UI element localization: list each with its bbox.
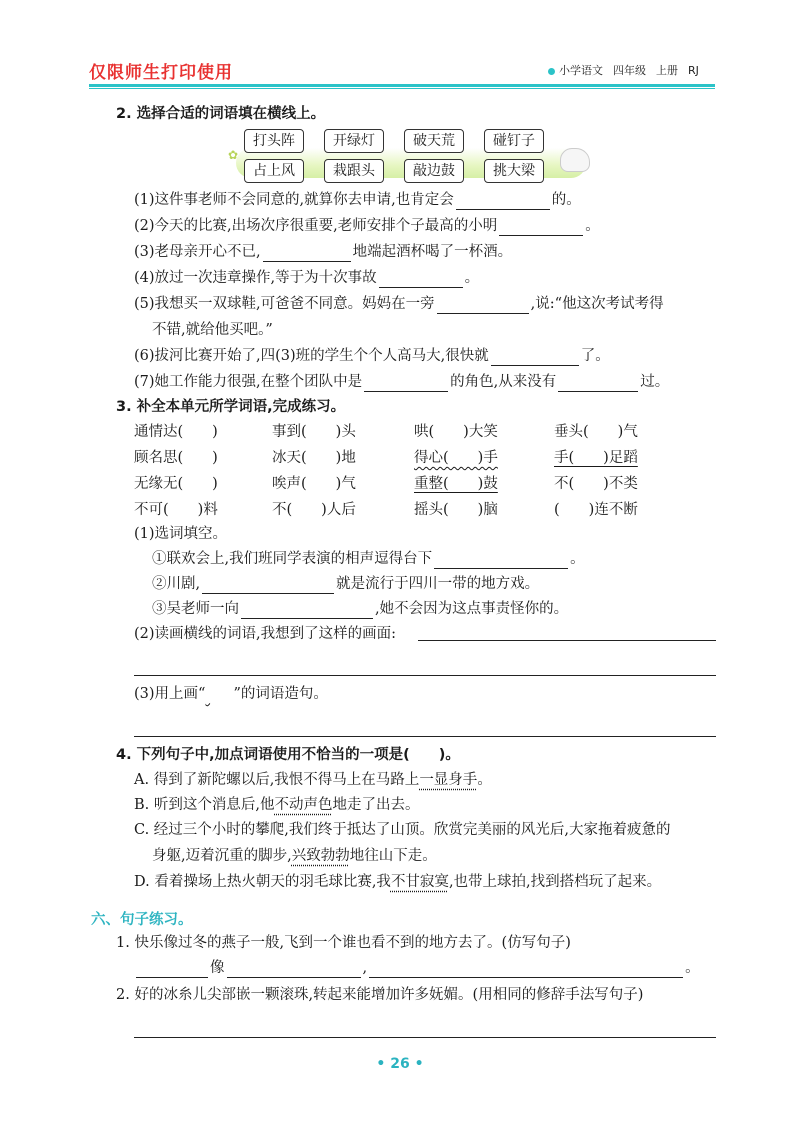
- answer-blank[interactable]: [558, 375, 638, 392]
- q4-option-c-cont: 身躯,迈着沉重的脚步,兴致勃勃地往山下走。: [152, 848, 437, 864]
- flower-icon: ✿: [228, 148, 239, 162]
- q2-item-5-cont: 不错,就给他买吧。”: [152, 322, 273, 338]
- idiom-cell: 不可( )料: [134, 502, 218, 518]
- q3-title: 3. 补全本单元所学词语,完成练习。: [116, 399, 346, 415]
- q2-item-7: (7)她工作能力很强,在整个团队中是 的角色,从来没有 过。: [134, 374, 670, 390]
- idiom-cell: 冰天( )地: [272, 450, 356, 466]
- answer-blank[interactable]: [434, 552, 568, 569]
- idiom-cell: 垂头( )气: [554, 424, 638, 440]
- watermark-title: 仅限师生打印使用: [89, 63, 233, 83]
- idiom-cell: 顾名思( ): [134, 450, 218, 466]
- q3-fill-1: ①联欢会上,我们班同学表演的相声逗得台下 。: [152, 551, 585, 567]
- idiom-cell: 无缘无( ): [134, 476, 218, 492]
- subject: 小学语文: [559, 64, 603, 77]
- word-option: 碰钉子: [484, 129, 544, 153]
- q2-title: 2. 选择合适的词语填在横线上。: [116, 106, 326, 122]
- q2-item-3: (3)老母亲开心不已, 地端起酒杯喝了一杯酒。: [134, 244, 513, 260]
- answer-blank[interactable]: [202, 577, 334, 594]
- answer-blank[interactable]: [241, 602, 373, 619]
- wavy-mark: [205, 684, 233, 704]
- q4-option-b: B. 听到这个消息后,他不动声色地走了出去。: [134, 797, 420, 813]
- answer-blank[interactable]: [499, 219, 583, 236]
- q3-fill-2: ②川剧, 就是流行于四川一带的地方戏。: [152, 576, 540, 592]
- word-option: 破天荒: [404, 129, 464, 153]
- q4-option-d: D. 看着操场上热火朝天的羽毛球比赛,我不甘寂寞,也带上球拍,找到搭档玩了起来。: [134, 874, 662, 890]
- answer-blank[interactable]: [136, 961, 208, 978]
- bullet-icon: [548, 68, 555, 75]
- answer-blank[interactable]: [364, 375, 448, 392]
- dotted-word: 一显身手: [419, 772, 478, 788]
- q3-sub1: (1)选词填空。: [134, 526, 228, 542]
- q4-option-a: A. 得到了新陀螺以后,我恨不得马上在马路上一显身手。: [134, 772, 492, 788]
- page-number: • 26 •: [376, 1056, 424, 1072]
- edition: RJ: [688, 64, 699, 77]
- s6-q1: 1. 快乐像过冬的燕子一般,飞到一个谁也看不到的地方去了。(仿写句子): [116, 935, 571, 951]
- word-option: 打头阵: [244, 129, 304, 153]
- idiom-cell: 不( )不类: [554, 476, 638, 492]
- header-rule: [89, 84, 715, 87]
- header-info: [548, 62, 709, 78]
- idiom-cell: 哄( )大笑: [414, 424, 498, 440]
- idiom-cell: 唉声( )气: [272, 476, 356, 492]
- header-rule-thin: [89, 88, 715, 89]
- idiom-cell: 不( )人后: [272, 502, 356, 518]
- q2-item-5: (5)我想买一双球鞋,可爸爸不同意。妈妈在一旁 ,说:“他这次考试考得: [134, 296, 664, 312]
- answer-blank[interactable]: [491, 349, 579, 366]
- answer-line[interactable]: [134, 1037, 716, 1038]
- q3-sub3: (3)用上画“ ”的词语造句。: [134, 686, 328, 702]
- idiom-cell: ( )连不断: [554, 502, 638, 518]
- idiom-cell-underlined: 重整( )鼓: [414, 476, 498, 492]
- idiom-cell: 摇头( )脑: [414, 502, 498, 518]
- dotted-word: 不甘寂寞: [390, 874, 449, 890]
- answer-blank[interactable]: [227, 961, 361, 978]
- idiom-cell-underlined: 手( )足蹈: [554, 450, 638, 466]
- grade: 四年级: [613, 64, 646, 77]
- answer-blank[interactable]: [437, 297, 529, 314]
- dotted-word: 不动声色: [274, 797, 333, 813]
- word-option: 敲边鼓: [404, 159, 464, 183]
- cat-icon: [560, 148, 590, 172]
- idiom-cell: 通情达( ): [134, 424, 218, 440]
- q2-item-1: (1)这件事老师不会同意的,就算你去申请,也肯定会 的。: [134, 192, 581, 208]
- q2-item-2: (2)今天的比赛,出场次序很重要,老师安排个子最高的小明 。: [134, 218, 600, 234]
- s6-q2: 2. 好的冰糸儿尖部嵌一颗滚珠,转起来能增加许多妩媚。(用相同的修辞手法写句子): [116, 987, 644, 1003]
- answer-blank[interactable]: [263, 245, 351, 262]
- volume: 上册: [656, 64, 678, 77]
- answer-line[interactable]: [134, 736, 716, 737]
- q2-item-6: (6)拔河比赛开始了,四(3)班的学生个个人高马大,很快就 了。: [134, 348, 610, 364]
- q3-fill-3: ③吴老师一向 ,她不会因为这点事责怪你的。: [152, 601, 569, 617]
- answer-line[interactable]: [418, 640, 716, 641]
- q4-option-c: C. 经过三个小时的攀爬,我们终于抵达了山顶。欣赏完美丽的风光后,大家拖着疲惫的: [134, 822, 671, 838]
- answer-blank[interactable]: [456, 193, 550, 210]
- word-option: 占上风: [244, 159, 304, 183]
- idiom-cell: 事到( )头: [272, 424, 356, 440]
- q3-sub2: (2)读画横线的词语,我想到了这样的画面:: [134, 626, 397, 642]
- word-option: 挑大梁: [484, 159, 544, 183]
- s6-q1-answer: 像 , 。: [134, 958, 700, 978]
- answer-blank[interactable]: [379, 271, 463, 288]
- dotted-word: 兴致勃勃: [291, 848, 350, 864]
- answer-line[interactable]: [134, 675, 716, 676]
- word-option: 栽跟头: [324, 159, 384, 183]
- section-6-title: 六、句子练习。: [91, 912, 193, 928]
- q4-title: 4. 下列句子中,加点词语使用不恰当的一项是( )。: [116, 747, 460, 763]
- answer-blank[interactable]: [369, 961, 683, 978]
- idiom-cell-wavy: 得心( )手: [414, 450, 498, 466]
- q2-item-4: (4)放过一次违章操作,等于为十次事故 。: [134, 270, 480, 286]
- word-option: 开绿灯: [324, 129, 384, 153]
